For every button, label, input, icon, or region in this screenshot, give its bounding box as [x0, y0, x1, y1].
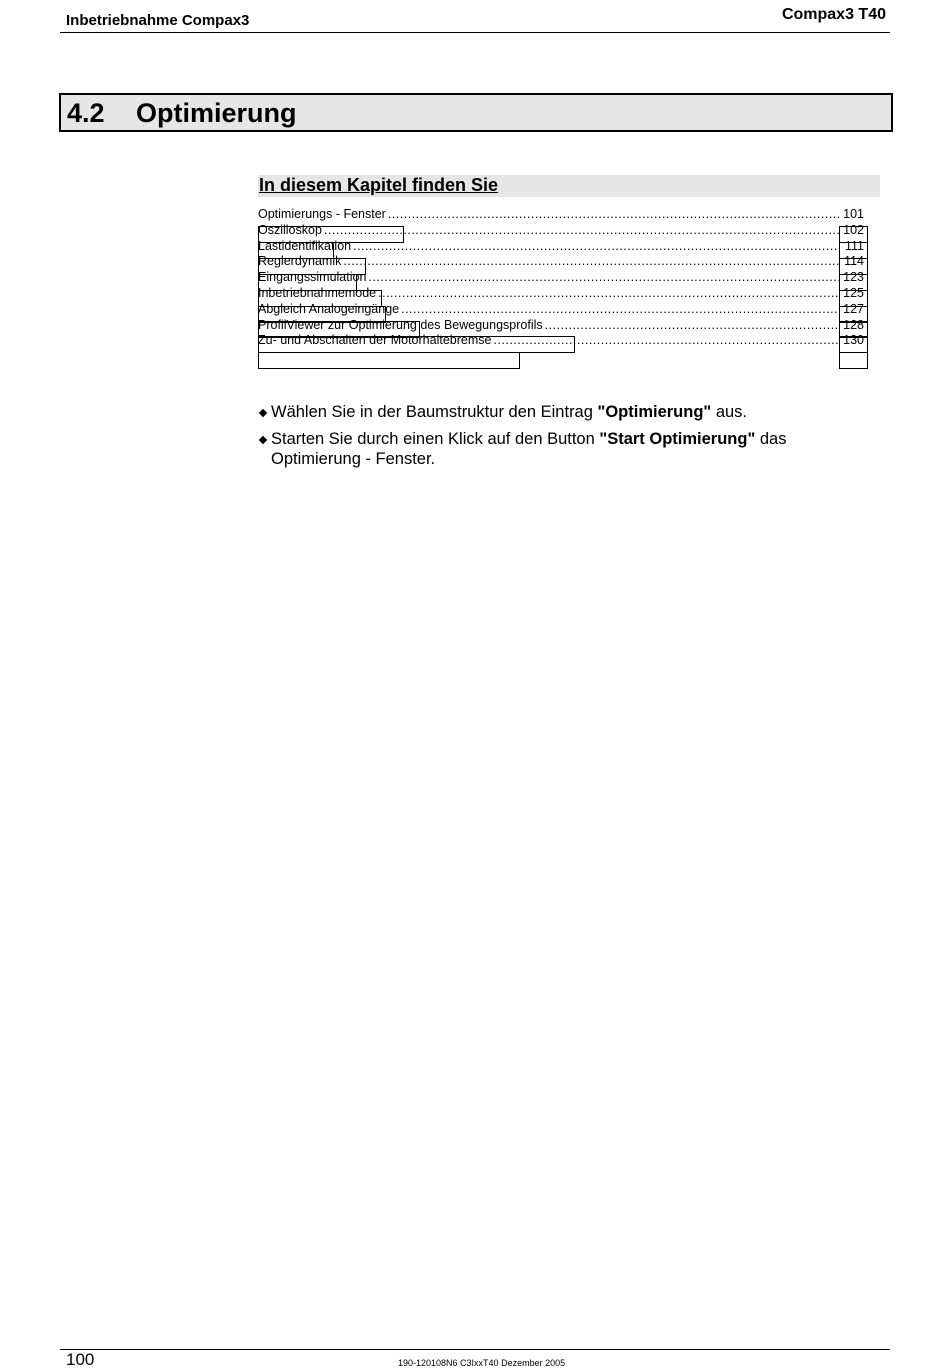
toc-entry-page[interactable]: 114 — [844, 254, 864, 269]
toc-dot-leader — [378, 286, 840, 302]
toc-entry-title[interactable]: ProfilViewer zur Optimierung des Bewegungsprofils — [258, 317, 543, 332]
step-text: Wählen Sie in der Baumstruktur den Eintrag — [271, 403, 598, 421]
header-left-title: Inbetriebnahme Compax3 — [66, 12, 250, 29]
toc-entry-title[interactable]: Eingangssimulation — [258, 270, 367, 285]
footer-page-number: 100 — [66, 1350, 95, 1369]
step-keyword: "Start Optimierung" — [599, 430, 756, 448]
page-link-box[interactable] — [839, 336, 868, 353]
toc-entry-page[interactable]: 101 — [843, 207, 864, 221]
toc-dot-leader — [368, 270, 840, 286]
footer-document-id: 190-120108N6 C3IxxT40 Dezember 2005 — [398, 1358, 566, 1368]
toc-entry-page[interactable]: 123 — [843, 270, 864, 285]
step-text: das Optimierung - Fenster. — [271, 430, 787, 468]
toc-entry-title[interactable]: Oszilloskop — [258, 222, 322, 237]
toc-entry-title[interactable]: Optimierungs - Fenster — [258, 207, 386, 221]
step-keyword: "Optimierung" — [597, 403, 712, 421]
toc-dot-leader — [343, 254, 840, 270]
header-right-title: Compax3 T40 — [781, 6, 886, 23]
instruction-step — [258, 429, 858, 469]
page-link-box[interactable] — [839, 258, 868, 275]
toc-entry-title[interactable]: Inbetriebnahmemode — [258, 285, 377, 300]
toc-entry-page[interactable]: 130 — [843, 333, 864, 348]
toc-entry-page[interactable]: 111 — [844, 238, 864, 253]
link-box[interactable] — [258, 242, 334, 259]
toc-dot-leader — [353, 239, 840, 255]
section-number: 4.2 — [67, 98, 105, 128]
page-link-box[interactable] — [839, 352, 868, 369]
section-title: Optimierung — [136, 98, 297, 128]
instruction-list — [258, 402, 858, 476]
diamond-bullet-icon — [259, 409, 267, 417]
instruction-step — [258, 402, 858, 422]
toc-entry[interactable] — [258, 207, 864, 223]
diamond-bullet-icon — [259, 436, 267, 444]
toc-entry-title[interactable]: Zu- und Abschalten der Motorhaltebremse — [258, 333, 492, 348]
page-link-box[interactable] — [839, 290, 868, 307]
toc-heading: In diesem Kapitel finden Sie — [259, 175, 499, 195]
page-link-box[interactable] — [839, 274, 868, 291]
step-text: Starten Sie durch einen Klick auf den Button — [271, 430, 600, 448]
toc-entry-title[interactable]: Reglerdynamik — [258, 254, 342, 269]
footer-rule — [60, 1349, 890, 1350]
link-box[interactable] — [258, 352, 520, 369]
toc-heading-box — [258, 175, 880, 197]
toc-entry-page[interactable]: 125 — [843, 285, 864, 300]
toc-entry-title[interactable]: Abgleich Analogeingänge — [258, 301, 400, 316]
toc-dot-leader — [401, 302, 840, 318]
link-box[interactable] — [258, 274, 357, 291]
link-box[interactable] — [258, 258, 366, 275]
link-box[interactable] — [258, 226, 404, 243]
toc-entry-page[interactable]: 127 — [843, 301, 864, 316]
toc-dot-leader — [388, 207, 840, 223]
toc-entry-title[interactable]: Lastidentifikation — [258, 238, 352, 253]
page-link-box[interactable] — [839, 226, 868, 243]
toc-dot-leader — [545, 318, 840, 334]
step-text: aus. — [711, 403, 748, 421]
page-link-box[interactable] — [839, 242, 868, 259]
toc-entry-page[interactable]: 102 — [843, 222, 864, 237]
toc-entry-page[interactable]: 128 — [843, 317, 864, 332]
link-box[interactable] — [258, 336, 575, 353]
header-rule — [60, 32, 890, 33]
section-heading-box — [59, 93, 893, 132]
link-box[interactable] — [258, 290, 382, 307]
